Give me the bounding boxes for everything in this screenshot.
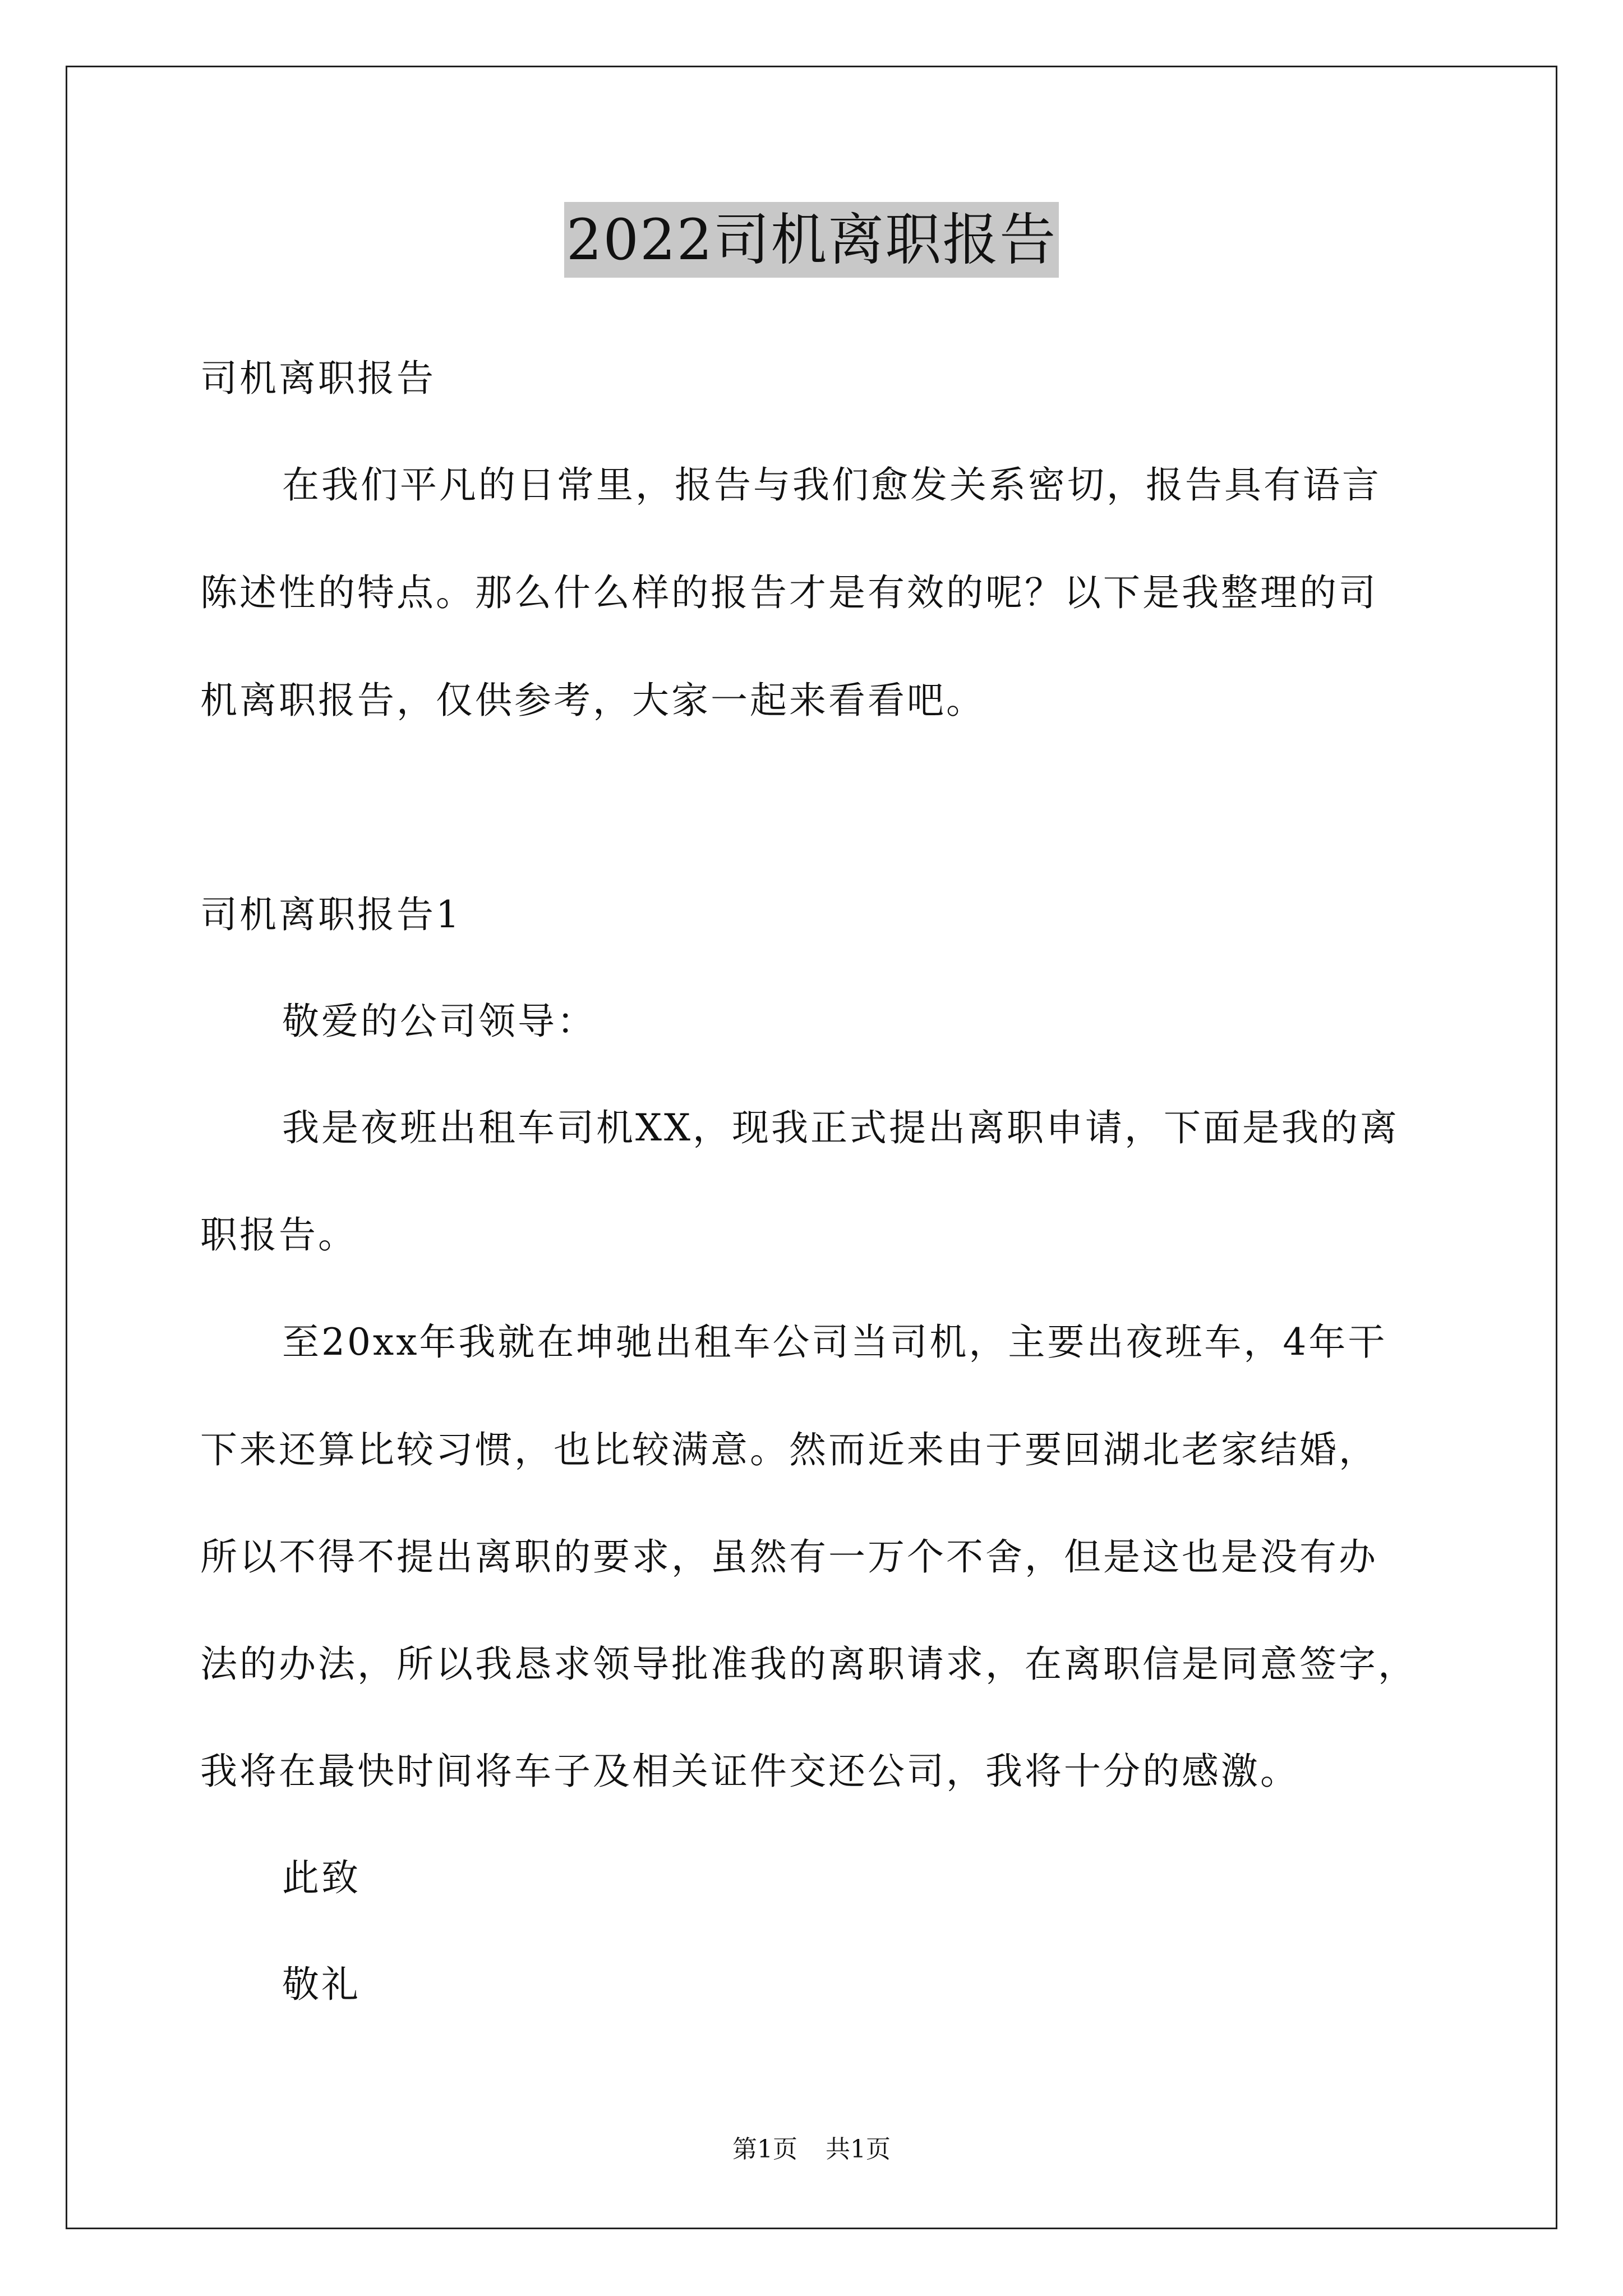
section-heading: 司机离职报告1 [200,893,462,936]
page-number-total: 共1页 [826,2135,891,2164]
page-number-current: 第1页 [732,2135,797,2164]
document-title: 2022司机离职报告 [564,202,1059,278]
closing-salute: 敬礼 [282,1963,361,2006]
para2-line-4: 法的办法，所以我恳求领导批准我的离职请求，在离职信是同意签字， [200,1642,1417,1686]
para1-line-2: 职报告。 [200,1213,357,1257]
salutation: 敬爱的公司领导： [282,1000,596,1043]
document-subtitle: 司机离职报告 [200,357,436,400]
para2-line-2: 下来还算比较习惯，也比较满意。然而近来由于要回湖北老家结婚， [200,1428,1378,1471]
para2-line-3: 所以不得不提出离职的要求，虽然有一万个不舍，但是这也是没有办 [200,1535,1378,1579]
para2-line-5: 我将在最快时间将车子及相关证件交还公司，我将十分的感激。 [200,1750,1299,1793]
page-footer [0,2133,1623,2166]
para2-line-1: 至20xx年我就在坤驰出租车公司当司机，主要出夜班车，4年干 [282,1320,1387,1364]
intro-line-1: 在我们平凡的日常里，报告与我们愈发关系密切，报告具有语言 [282,463,1381,507]
intro-line-3: 机离职报告，仅供参考，大家一起来看看吧。 [200,679,985,722]
title-container [0,202,1623,278]
closing-regards: 此致 [282,1856,361,1899]
intro-line-2: 陈述性的特点。那么什么样的报告才是有效的呢？以下是我整理的司 [200,571,1378,614]
para1-line-1: 我是夜班出租车司机XX，现我正式提出离职申请，下面是我的离 [282,1106,1399,1149]
